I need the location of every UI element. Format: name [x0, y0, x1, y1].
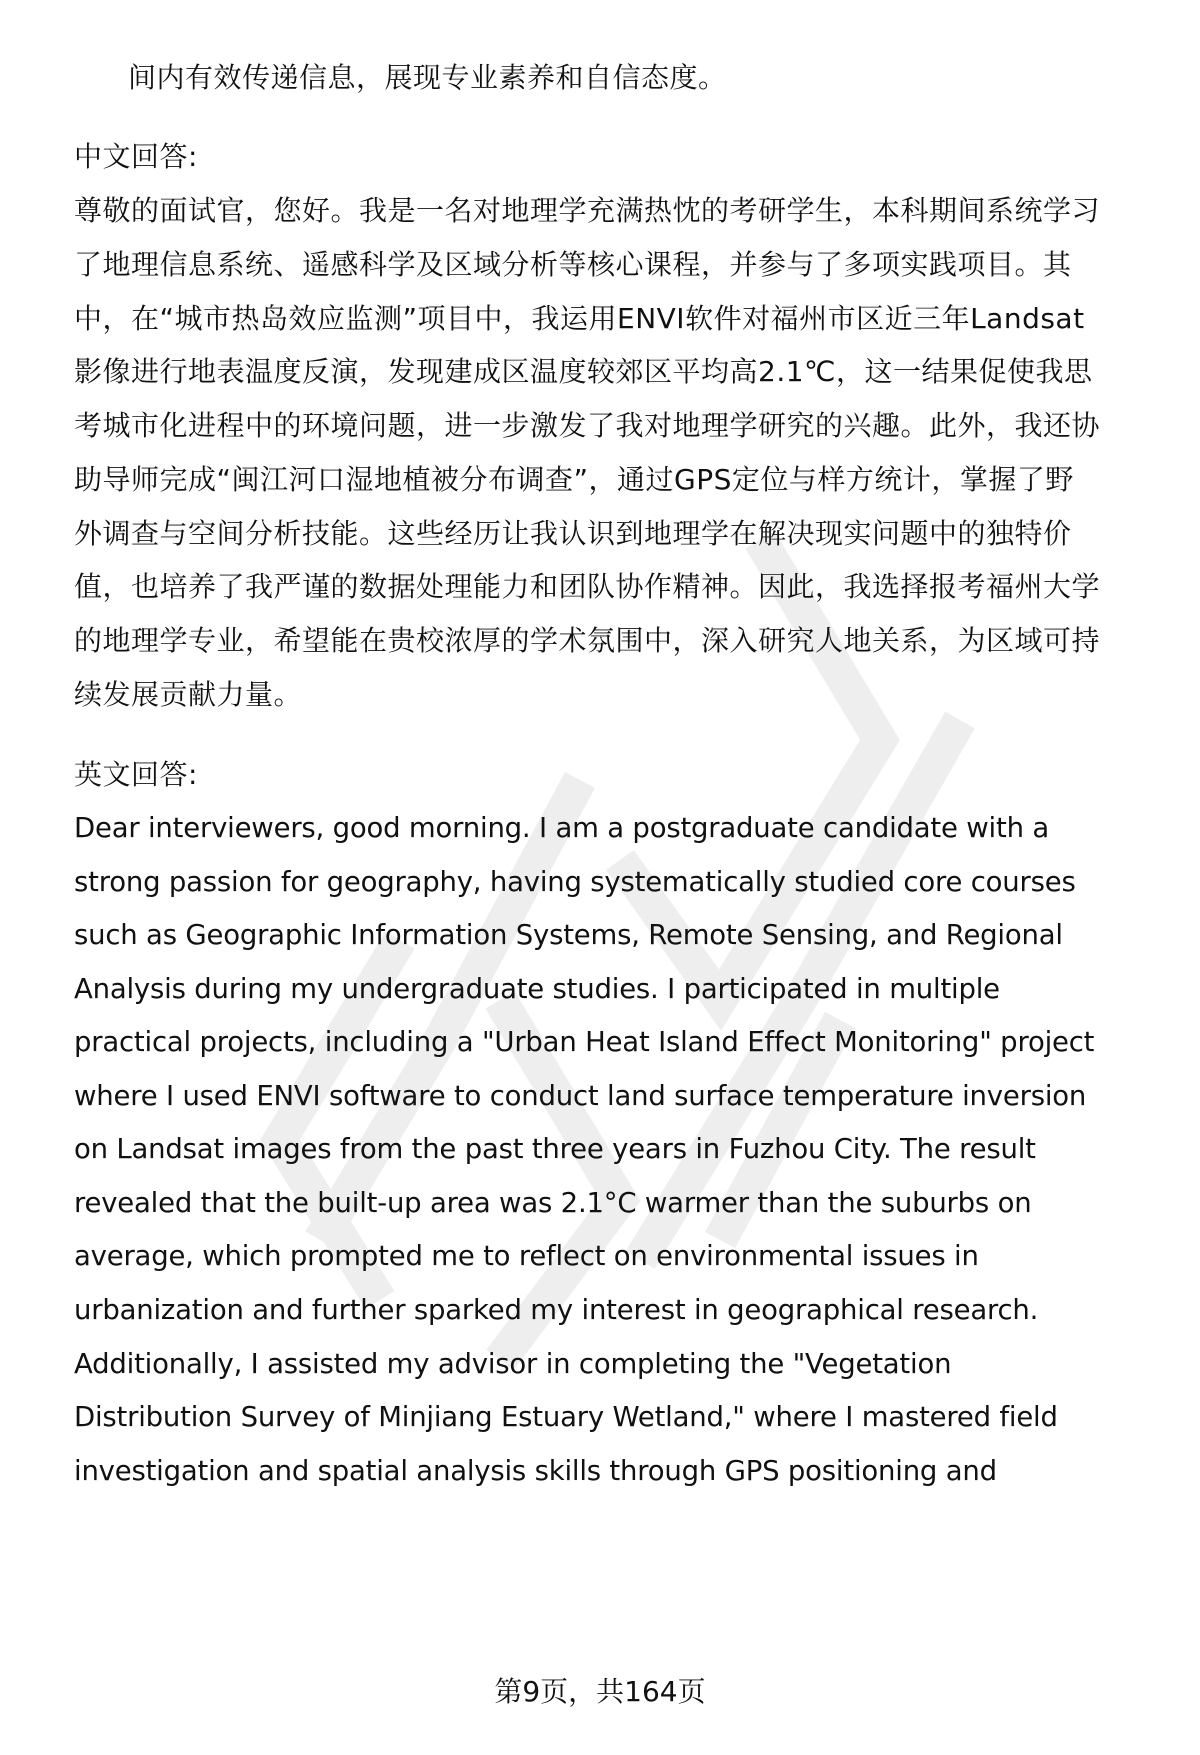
english-answer-line: strong passion for geography, having systematically studied core courses	[74, 866, 1076, 898]
chinese-answer-line: 值，也培养了我严谨的数据处理能力和团队协作精神。因此，我选择报考福州大学	[74, 570, 1101, 603]
chinese-answer-line: 考城市化进程中的环境问题，进一步激发了我对地理学研究的兴趣。此外，我还协	[74, 409, 1101, 442]
page-number-footer: 第9页，共164页	[494, 1675, 706, 1708]
chinese-answer-line: 助导师完成“闽江河口湿地植被分布调查”，通过GPS定位与样方统计，掌握了野	[74, 463, 1074, 496]
chinese-answer-line: 中，在“城市热岛效应监测”项目中，我运用ENVI软件对福州市区近三年Landsat	[74, 302, 1085, 335]
english-answer-line: Analysis during my undergraduate studies. I participated in multiple	[74, 973, 1000, 1005]
chinese-answer-line: 影像进行地表温度反演，发现建成区温度较郊区平均高2.1℃，这一结果促使我思	[74, 355, 1093, 388]
chinese-answer-line: 尊敬的面试官，您好。我是一名对地理学充满热忱的考研学生，本科期间系统学习	[74, 194, 1101, 227]
english-answer-heading: 英文回答:	[74, 758, 198, 791]
english-answer-line: such as Geographic Information Systems, Remote Sensing, and Regional	[74, 919, 1063, 951]
chinese-answer-line: 外调查与空间分析技能。这些经历让我认识到地理学在解决现实问题中的独特价	[74, 517, 1072, 550]
chinese-answer-line: 了地理信息系统、遥感科学及区域分析等核心课程，并参与了多项实践项目。其	[74, 248, 1072, 281]
english-answer-line: where I used ENVI software to conduct land surface temperature inversion	[74, 1080, 1087, 1112]
english-answer-line: on Landsat images from the past three years in Fuzhou City. The result	[74, 1133, 1036, 1165]
english-answer-line: urbanization and further sparked my interest in geographical research.	[74, 1294, 1039, 1326]
english-answer-line: practical projects, including a "Urban Heat Island Effect Monitoring" project	[74, 1026, 1095, 1058]
intro-continuation-text: 间内有效传递信息，展现专业素养和自信态度。	[128, 61, 727, 94]
chinese-answer-heading: 中文回答:	[74, 140, 198, 173]
english-answer-line: investigation and spatial analysis skills through GPS positioning and	[74, 1455, 997, 1487]
english-answer-line: average, which prompted me to reflect on environmental issues in	[74, 1240, 979, 1272]
english-answer-line: revealed that the built-up area was 2.1°C warmer than the suburbs on	[74, 1187, 1032, 1219]
english-answer-line: Additionally, I assisted my advisor in completing the "Vegetation	[74, 1348, 952, 1380]
chinese-answer-line: 续发展贡献力量。	[74, 678, 303, 711]
chinese-answer-line: 的地理学专业，希望能在贵校浓厚的学术氛围中，深入研究人地关系，为区域可持	[74, 624, 1101, 657]
english-answer-line: Dear interviewers, good morning. I am a postgraduate candidate with a	[74, 812, 1050, 844]
english-answer-line: Distribution Survey of Minjiang Estuary Wetland," where I mastered field	[74, 1401, 1058, 1433]
